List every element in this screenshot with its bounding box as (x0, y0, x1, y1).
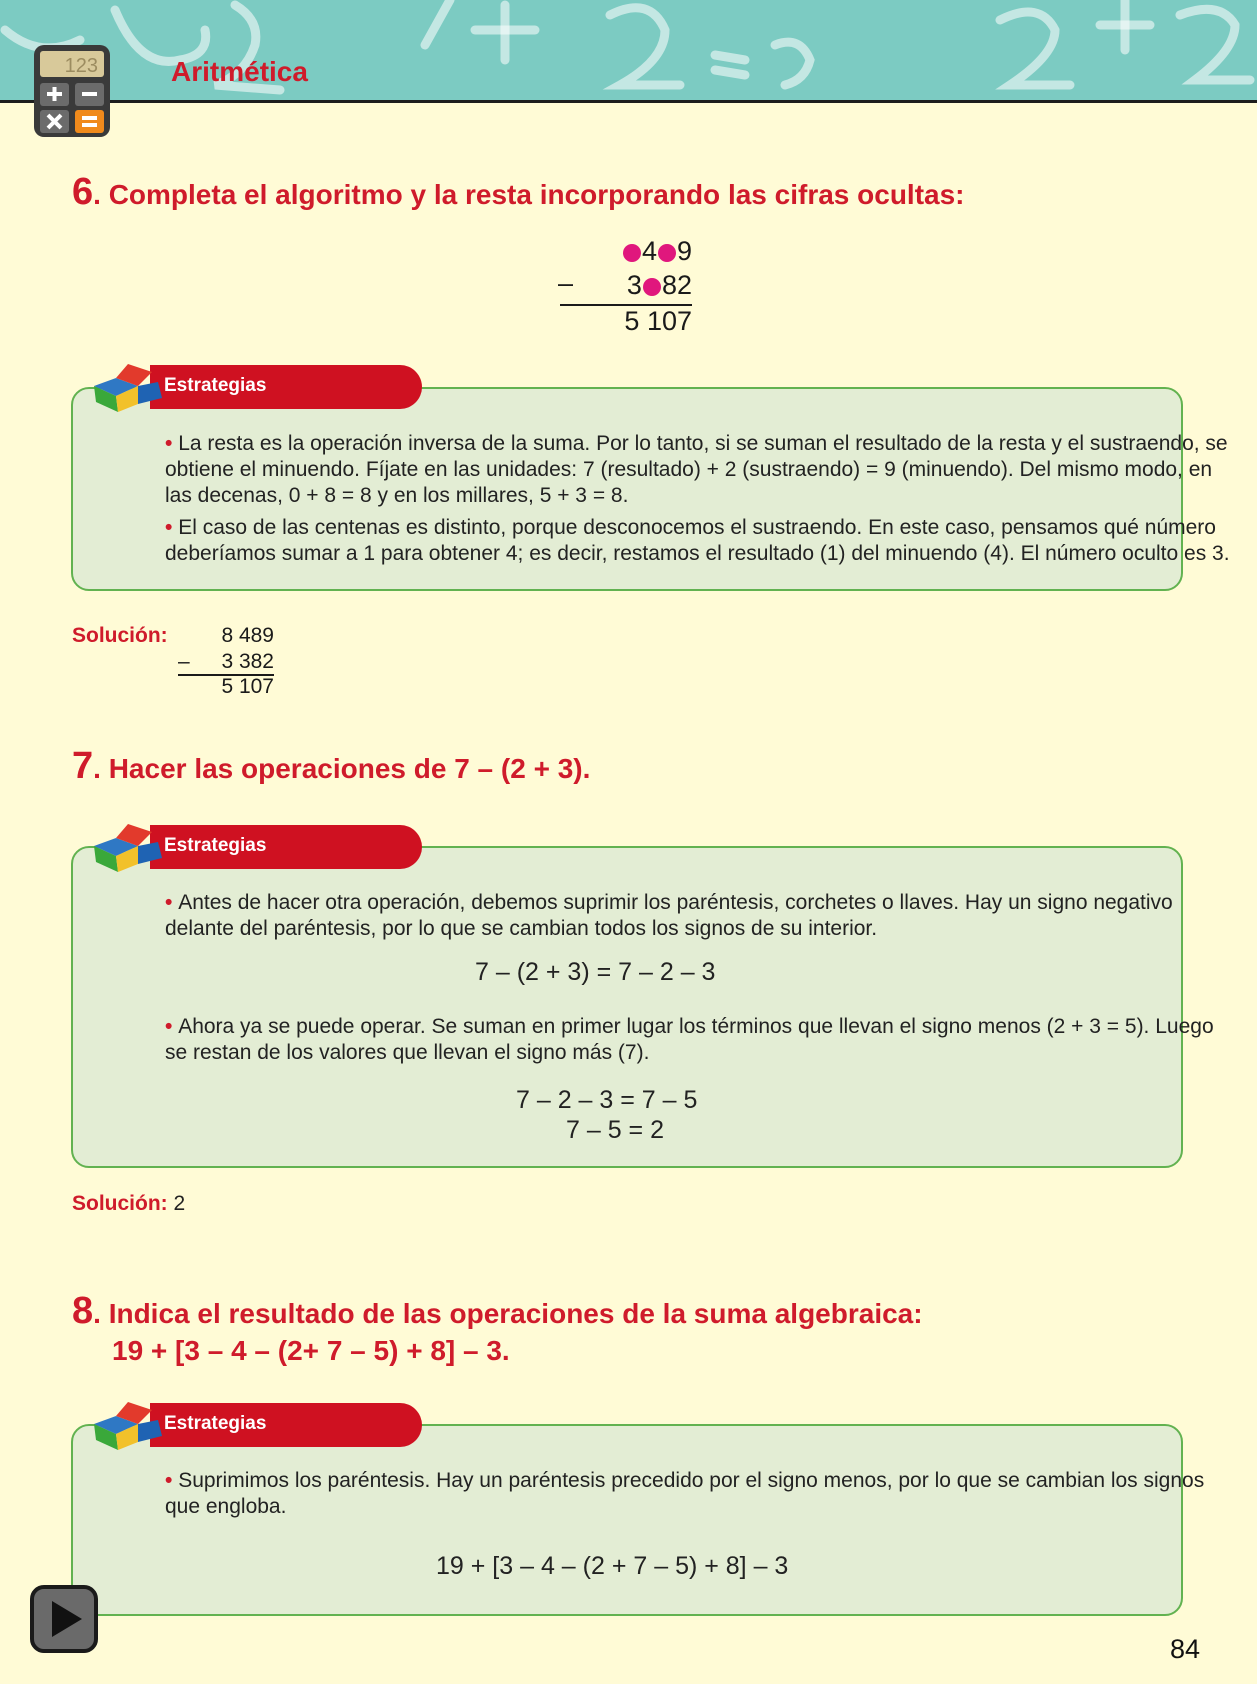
strategy-tab (150, 1403, 422, 1447)
strategy-text (165, 890, 1240, 942)
solution-value: 2 (173, 1192, 186, 1215)
exercise-number: 7 (72, 745, 94, 787)
subtraction-algorithm (560, 236, 692, 342)
solution-7 (72, 1192, 185, 1216)
puzzle-icon (88, 360, 164, 416)
strategy-box-6 (71, 387, 1230, 591)
calculator-display: 123 (64, 55, 98, 77)
strategy-text (165, 431, 1240, 567)
exercise-7-title (72, 745, 591, 787)
header-rule (0, 100, 1257, 103)
hidden-digit-marker (623, 244, 641, 262)
solution-result: 5 107 (221, 675, 274, 698)
strategy-paragraph: • El caso de las centenas es distinto, porque desconocemos el sustraendo. En este caso, pensamos qué número deberíamos sumar a 1 para obtener 4; es decir, restamos el resultado (1) del minuendo (4). El número oculto es 3. (165, 516, 1230, 565)
solution-minuend: 8 489 (221, 624, 274, 647)
minus-sign: – (178, 650, 190, 673)
subtrahend-digit: 3 (626, 270, 642, 300)
exercise-number: 8 (72, 1290, 94, 1332)
strategy-label: Estrategias (164, 835, 267, 856)
strategy-label: Estrategias (164, 375, 267, 396)
strategy-paragraph: • Ahora ya se puede operar. Se suman en primer lugar los términos que llevan el signo menos (2 + 3 = 5). Luego se restan de los valores que llevan el signo más (7). (165, 1015, 1214, 1064)
strategy-paragraph: • Suprimimos los paréntesis. Hay un paréntesis precedido por el signo menos, por lo que se cambian los signos que engloba. (165, 1469, 1205, 1518)
puzzle-icon (88, 1398, 164, 1454)
minuend-digit: 9 (676, 236, 692, 266)
strategy-box-8 (71, 1424, 1205, 1616)
exercise-heading: . Completa el algoritmo y la resta incorporando las cifras ocultas: (93, 179, 965, 210)
solution-label: Solución: (72, 1192, 168, 1215)
solution-algorithm (170, 624, 274, 700)
strategy-paragraph: • La resta es la operación inversa de la suma. Por lo tanto, si se suman el resultado de la resta y el sustraendo, se obtiene el minuendo. Fíjate en las unidades: 7 (resultado) + 2 (sustraendo) = 9 (minuendo). Del mismo modo, en las decenas, 0 + 8 = 8 y en los millares, 5 + 3 = 8. (165, 432, 1228, 507)
strategy-label: Estrategias (164, 1413, 267, 1434)
calculator-icon (32, 43, 112, 139)
formula: 19 + [3 – 4 – (2 + 7 – 5) + 8] – 3 (436, 1552, 789, 1580)
minus-sign: – (558, 268, 574, 298)
strategy-text (165, 1014, 1240, 1066)
hidden-digit-marker (658, 244, 676, 262)
formula: 7 – 2 – 3 = 7 – 5 (516, 1086, 698, 1114)
strategy-text (165, 1468, 1240, 1520)
page-number: 84 (1170, 1634, 1201, 1664)
exercise-heading: . Indica el resultado de las operaciones de la suma algebraica: (93, 1298, 923, 1329)
exercise-8-expression: 19 + [3 – 4 – (2+ 7 – 5) + 8] – 3. (112, 1335, 510, 1366)
strategy-tab (150, 365, 422, 409)
section-title: Aritmética (171, 56, 308, 87)
exercise-8-title (72, 1290, 923, 1332)
subtrahend-digit: 82 (661, 270, 692, 300)
hidden-digit-marker (643, 278, 661, 296)
strategy-paragraph: • Antes de hacer otra operación, debemos suprimir los paréntesis, corchetes o llaves. Hay un signo negativo delante del paréntesis, por lo que se cambian todos los signos de su interior. (165, 891, 1173, 940)
strategy-box-7 (71, 846, 1214, 1168)
minuend-digit: 4 (641, 236, 657, 266)
play-button[interactable] (30, 1585, 98, 1653)
solution-subtrahend: 3 382 (221, 650, 274, 673)
formula: 7 – 5 = 2 (566, 1116, 664, 1144)
solution-label: Solución: (72, 624, 168, 647)
formula: 7 – (2 + 3) = 7 – 2 – 3 (475, 958, 716, 986)
algorithm-minuend (622, 236, 692, 267)
exercise-number: 6 (72, 171, 94, 213)
strategy-tab (150, 825, 422, 869)
exercise-6-title (72, 171, 965, 213)
puzzle-icon (88, 820, 164, 876)
exercise-heading: . Hacer las operaciones de 7 – (2 + 3). (93, 753, 591, 784)
algorithm-subtrahend (627, 270, 692, 301)
algorithm-result: 5 107 (624, 306, 692, 336)
